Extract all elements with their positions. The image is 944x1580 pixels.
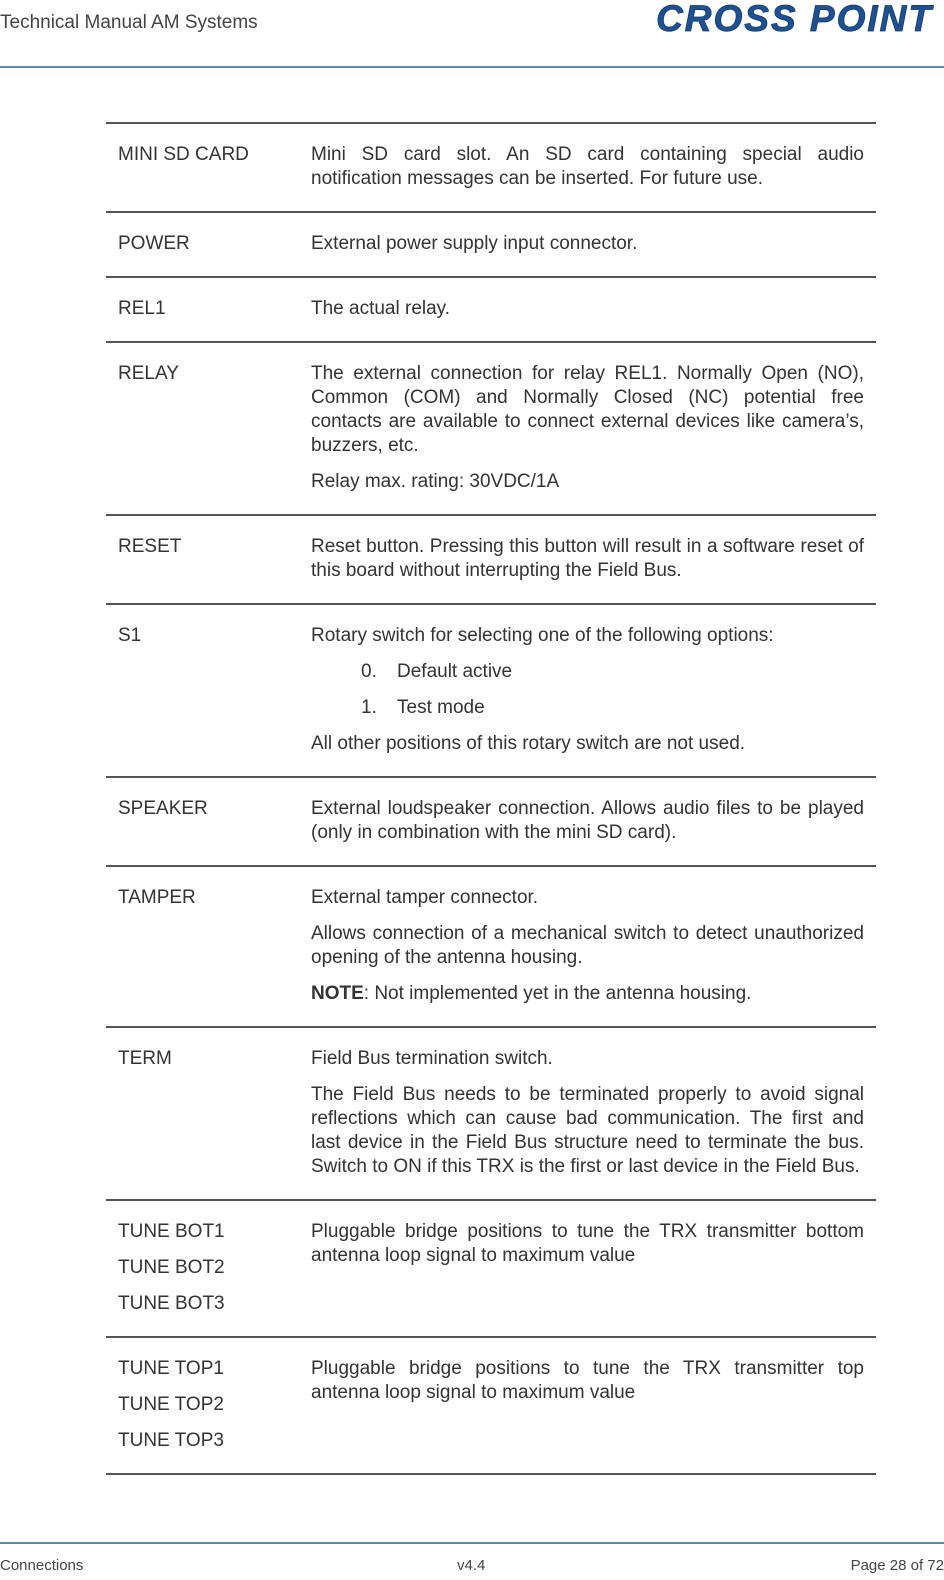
cross-point-logo [608,0,938,40]
row-description: Pluggable bridge positions to tune the TRX transmitter bottom antenna loop signal to maximum value [311,1221,864,1266]
page-footer [0,1542,944,1580]
table-row [106,867,876,1028]
row-terms: TUNE BOT1 TUNE BOT2 TUNE BOT3 [118,1221,225,1314]
row-term: REL1 [118,298,166,319]
table-row [106,1338,876,1475]
row-term: SPEAKER [118,798,208,819]
row-term: RELAY [118,363,179,384]
table-row [106,343,876,516]
connections-table [106,122,876,1475]
table-row [106,778,876,867]
row-terms: TUNE TOP1 TUNE TOP2 TUNE TOP3 [118,1358,224,1451]
table-row [106,1028,876,1201]
row-description: The external connection for relay REL1. Normally Open (NO), Common (COM) and Normally Closed (NC) potential free contacts are available to connect external devices like camera’s, buzzers, etc. Relay max. rating: 30VDC/1A [311,363,864,492]
page-header [0,0,944,68]
table-row [106,605,876,778]
table-row [106,213,876,278]
row-term: TERM [118,1048,172,1069]
row-term: POWER [118,233,190,254]
row-term: TAMPER [118,887,196,908]
table-row [106,516,876,605]
option-list [361,660,864,720]
list-item: 1. Test mode [361,697,485,718]
row-description: External loudspeaker connection. Allows audio files to be played (only in combination with the mini SD card). [311,798,864,843]
logo-text: CROSS POINT [656,0,933,39]
row-term: RESET [118,536,182,557]
table-row [106,1201,876,1338]
row-description: Field Bus termination switch. The Field Bus needs to be terminated properly to avoid signal reflections which can cause bad communication. The first and last device in the Field Bus structure need to terminate the bus. Switch to ON if this TRX is the first or last device in the Field Bus. [311,1048,864,1177]
list-item: 0. Default active [361,661,513,682]
row-description: Pluggable bridge positions to tune the TRX transmitter top antenna loop signal to maximum value [311,1358,864,1403]
footer-page-number: Page 28 of 72 [850,1557,944,1574]
row-description: External power supply input connector. [311,233,638,254]
row-description: The actual relay. [311,298,451,319]
note: NOTE: Not implemented yet in the antenna housing. [311,983,752,1004]
row-description: Mini SD card slot. An SD card containing special audio notification messages can be inserted. For future use. [311,144,864,189]
table-row [106,278,876,343]
row-description: Rotary switch for selecting one of the following options: 0. Default active 1. Test mode All other positions of this rotary switch are not used. [311,624,864,756]
row-description: External tamper connector. Allows connection of a mechanical switch to detect unauthorized opening of the antenna housing. NOTE: Not implemented yet in the antenna housing. [311,887,864,1004]
table-row [106,124,876,213]
relay-rating: Relay max. rating: 30VDC/1A [311,471,560,492]
footer-section: Connections [0,1557,84,1574]
document-title: Technical Manual AM Systems [0,12,258,33]
row-term: S1 [118,625,142,646]
row-description: Reset button. Pressing this button will result in a software reset of this board without interrupting the Field Bus. [311,536,864,581]
row-term: MINI SD CARD [118,144,249,165]
footer-version: v4.4 [457,1557,486,1574]
